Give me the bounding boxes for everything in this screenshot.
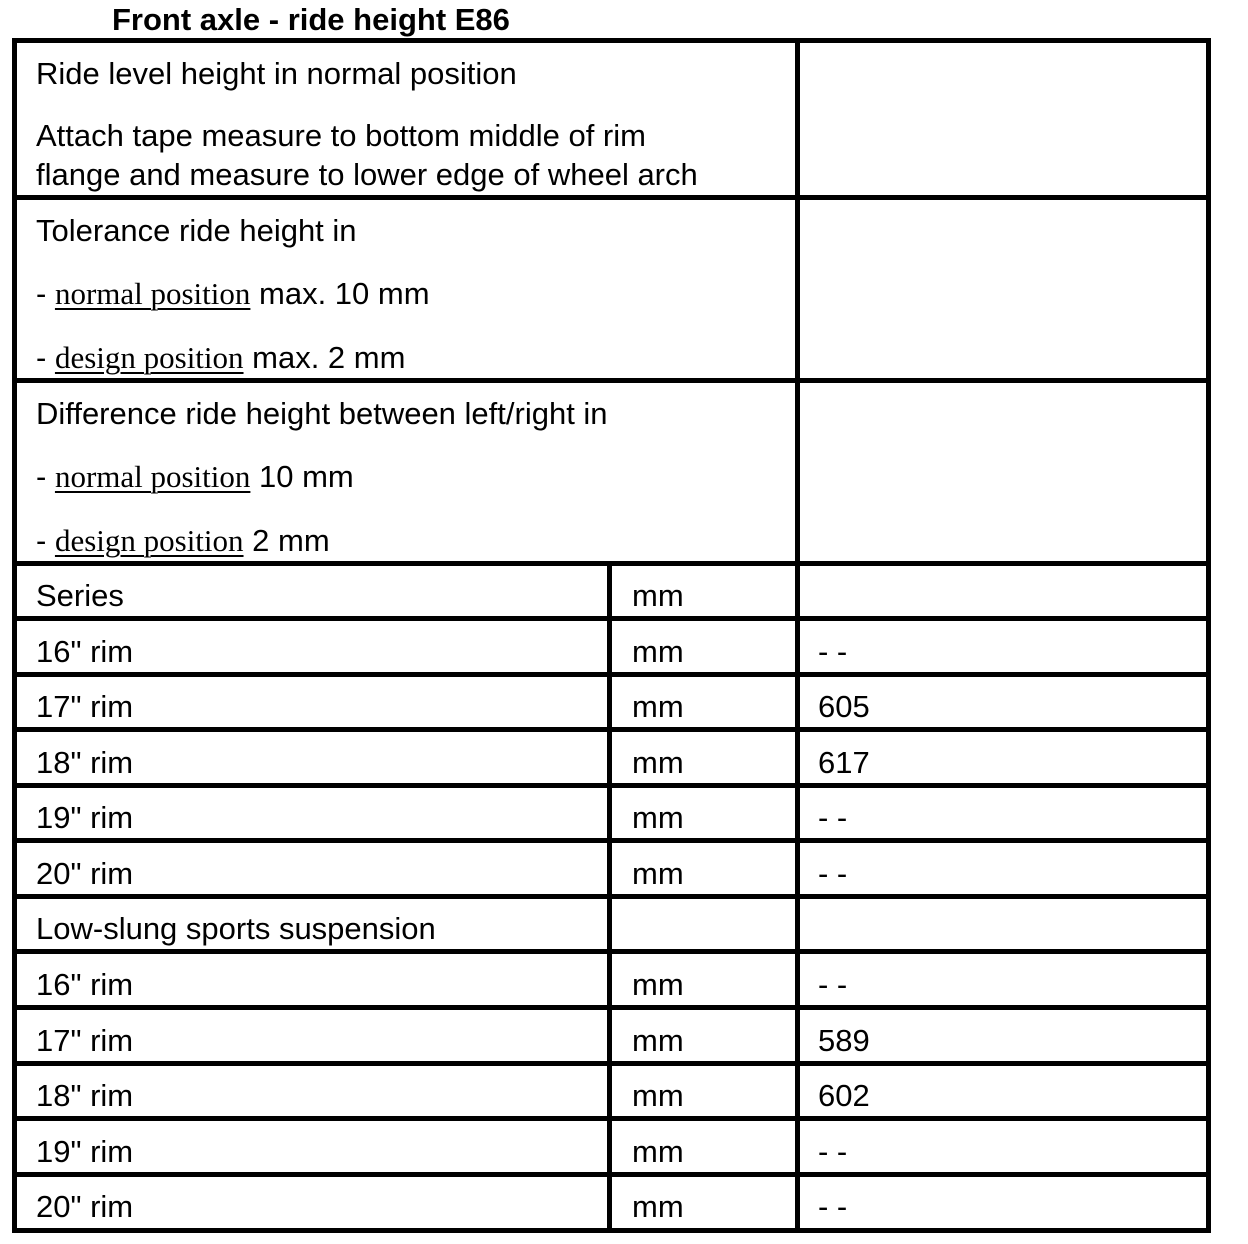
table-row-unit: mm	[632, 856, 684, 891]
block1-line2: Attach tape measure to bottom middle of rim	[36, 118, 646, 153]
row-divider	[12, 672, 1211, 677]
tolerance-design-value: max. 2 mm	[243, 340, 406, 375]
row-divider	[12, 1172, 1211, 1177]
block1-line1: Ride level height in normal position	[36, 56, 517, 91]
table-row-label: Low-slung sports suspension	[36, 911, 436, 946]
row-divider	[12, 1116, 1211, 1121]
row-divider	[12, 561, 1211, 566]
table-row-label: 20" rim	[36, 1189, 134, 1224]
block1-line3: flange and measure to lower edge of wheel arch	[36, 157, 698, 192]
row-divider	[12, 616, 1211, 621]
table-row-unit: mm	[632, 967, 684, 1002]
table-row-unit: mm	[632, 578, 684, 613]
table-row-label: 18" rim	[36, 745, 134, 780]
dash: -	[36, 276, 55, 311]
tolerance-design-line	[36, 340, 405, 376]
design-position-label: design position	[54, 340, 244, 375]
table-row-unit: mm	[632, 1078, 684, 1113]
dash: -	[36, 523, 55, 558]
table-row-label: 18" rim	[36, 1078, 134, 1113]
row-divider	[12, 949, 1211, 954]
table-row-unit: mm	[632, 1023, 684, 1058]
table-row-label: 17" rim	[36, 689, 134, 724]
column-divider-value	[795, 38, 800, 1233]
table-row-value: 589	[818, 1023, 870, 1058]
difference-normal-line	[36, 459, 354, 495]
table-border-right	[1206, 38, 1211, 1233]
dash: -	[36, 340, 55, 375]
page-title: Front axle - ride height E86	[112, 2, 510, 37]
table-row-unit: mm	[632, 634, 684, 669]
table-border-left	[12, 38, 17, 1233]
difference-normal-value: 10 mm	[250, 459, 354, 494]
design-position-label: design position	[54, 523, 244, 558]
row-divider	[12, 727, 1211, 732]
row-divider	[12, 1005, 1211, 1010]
table-row-unit: mm	[632, 1189, 684, 1224]
table-row-value: - -	[818, 1189, 848, 1224]
table-row-value: - -	[818, 967, 848, 1002]
table-row-value: - -	[818, 856, 848, 891]
tolerance-heading: Tolerance ride height in	[36, 213, 357, 248]
tolerance-normal-value: max. 10 mm	[250, 276, 430, 311]
table-row-label: 19" rim	[36, 800, 134, 835]
difference-heading: Difference ride height between left/right in	[36, 396, 608, 431]
table-row-value: - -	[818, 800, 848, 835]
table-row-label: 19" rim	[36, 1134, 134, 1169]
table-row-value: 617	[818, 745, 870, 780]
table-row-unit: mm	[632, 800, 684, 835]
table-row-value: 602	[818, 1078, 870, 1113]
table-row-unit: mm	[632, 745, 684, 780]
table-row-unit: mm	[632, 689, 684, 724]
table-row-label: Series	[36, 578, 124, 613]
dash: -	[36, 459, 55, 494]
normal-position-label: normal position	[54, 276, 251, 311]
table-row-value: 605	[818, 689, 870, 724]
table-row-label: 16" rim	[36, 967, 134, 1002]
normal-position-label: normal position	[54, 459, 251, 494]
row-divider	[12, 838, 1211, 843]
row-divider	[12, 195, 1211, 200]
difference-design-line	[36, 523, 330, 559]
table-row-value: - -	[818, 634, 848, 669]
table-row-label: 17" rim	[36, 1023, 134, 1058]
table-row-unit: mm	[632, 1134, 684, 1169]
table-border-top	[12, 38, 1211, 43]
tolerance-normal-line	[36, 276, 430, 312]
row-divider	[12, 1061, 1211, 1066]
row-divider	[12, 783, 1211, 788]
table-row-label: 20" rim	[36, 856, 134, 891]
row-divider	[12, 894, 1211, 899]
table-row-value: - -	[818, 1134, 848, 1169]
table-row-label: 16" rim	[36, 634, 134, 669]
difference-design-value: 2 mm	[243, 523, 330, 558]
row-divider	[12, 378, 1211, 383]
